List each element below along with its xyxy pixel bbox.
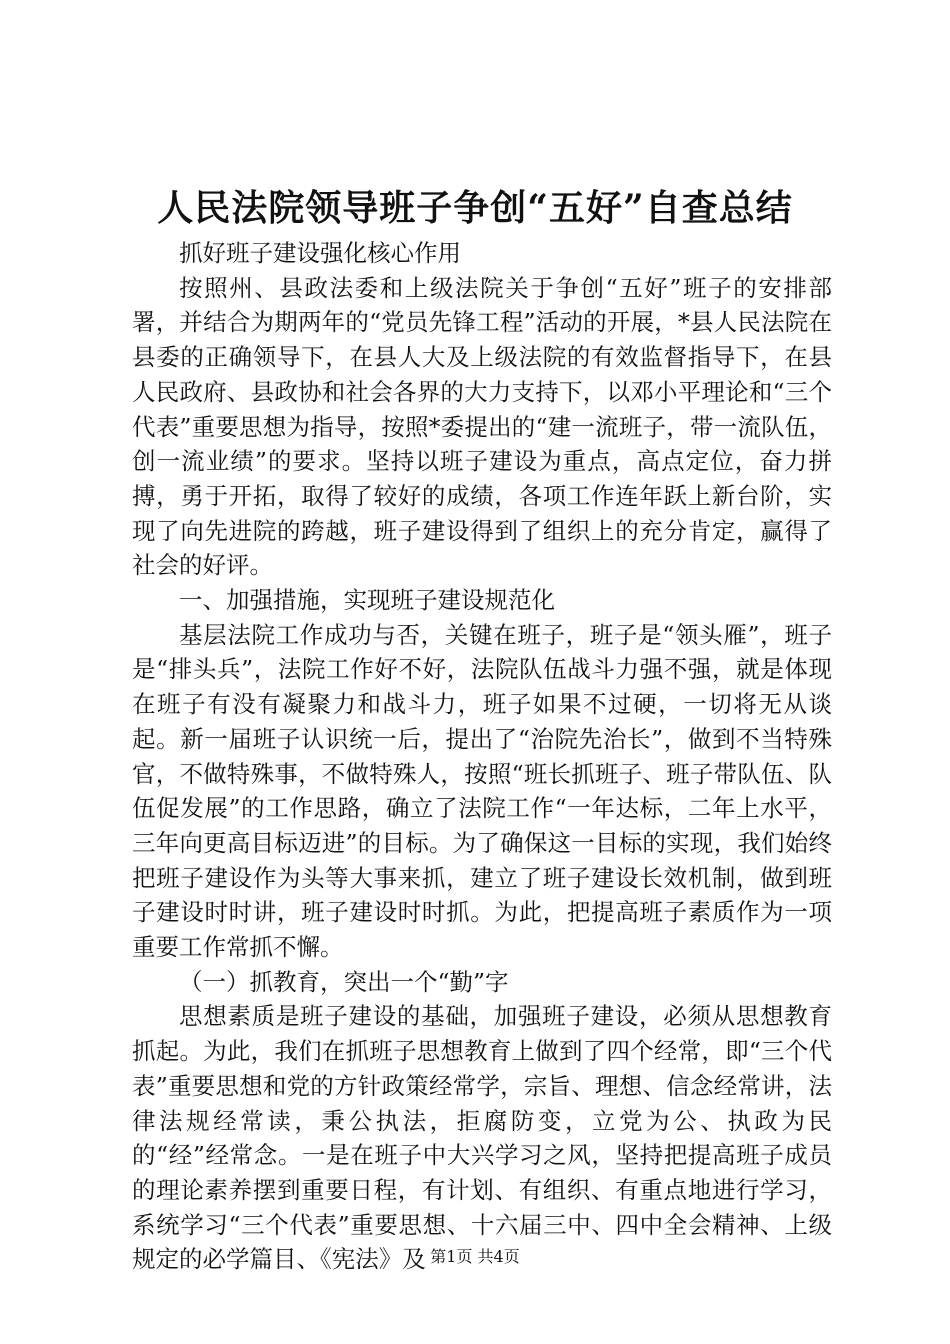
document-body [132, 236, 832, 1277]
section-heading: 抓好班子建设强化核心作用 [179, 239, 461, 267]
paragraph: 按照州、县政法委和上级法院关于争创“五好”班子的安排部署，并结合为期两年的“党员先锋工程”活动的开展，*县人民法院在县委的正确领导下，在县人大及上级法院的有效监督指导下，在县人民政府、县政协和社会各界的大力支持下，以邓小平理论和“三个代表”重要思想为指导，按照*委提出的“建一流班子，带一流队伍，创一流业绩”的要求。坚持以班子建设为重点，高点定位，奋力拼搏，勇于开拓，取得了较好的成绩，各项工作连年跃上新台阶，实现了向先进院的跨越，班子建设得到了组织上的充分肯定，赢得了社会的好评。 [132, 273, 832, 580]
section-heading: 一、加强措施，实现班子建设规范化 [179, 586, 555, 615]
document-title: 人民法院领导班子争创“五好”自查总结 [157, 187, 793, 229]
paragraph: 基层法院工作成功与否，关键在班子，班子是“领头雁”，班子是“排头兵”，法院工作好不好，法院队伍战斗力强不强，就是体现在班子有没有凝聚力和战斗力，班子如果不过硬，一切将无从谈起。新一届班子认识统一后，提出了“治院先治长”，做到不当特殊官，不做特殊事，不做特殊人，按照“班长抓班子、班子带队伍、队伍促发展”的工作思路，确立了法院工作“一年达标，二年上水平，三年向更高目标迈进”的目标。为了确保这一目标的实现，我们始终把班子建设作为头等大事来抓，建立了班子建设长效机制，做到班子建设时时讲，班子建设时时抓。为此，把提高班子素质作为一项重要工作常抓不懈。 [132, 620, 832, 962]
section-heading: （一）抓教育，突出一个“勤”字 [179, 967, 509, 996]
page-footer: 第1页 共4页 [430, 1247, 520, 1266]
paragraph: 思想素质是班子建设的基础，加强班子建设，必须从思想教育抓起。为此，我们在抓班子思想教育上做到了四个经常，即“三个代表”重要思想和党的方针政策经常学，宗旨、理想、信念经常讲，法律法规经常读，秉公执法，拒腐防变，立党为公、执政为民的“经”经常念。一是在班子中大兴学习之风，坚持把提高班子成员的理论素养摆到重要日程，有计划、有组织、有重点地进行学习，系统学习“三个代表”重要思想、十六届三中、四中全会精神、上级规定的必学篇目、《宪法》及 [132, 1002, 832, 1274]
